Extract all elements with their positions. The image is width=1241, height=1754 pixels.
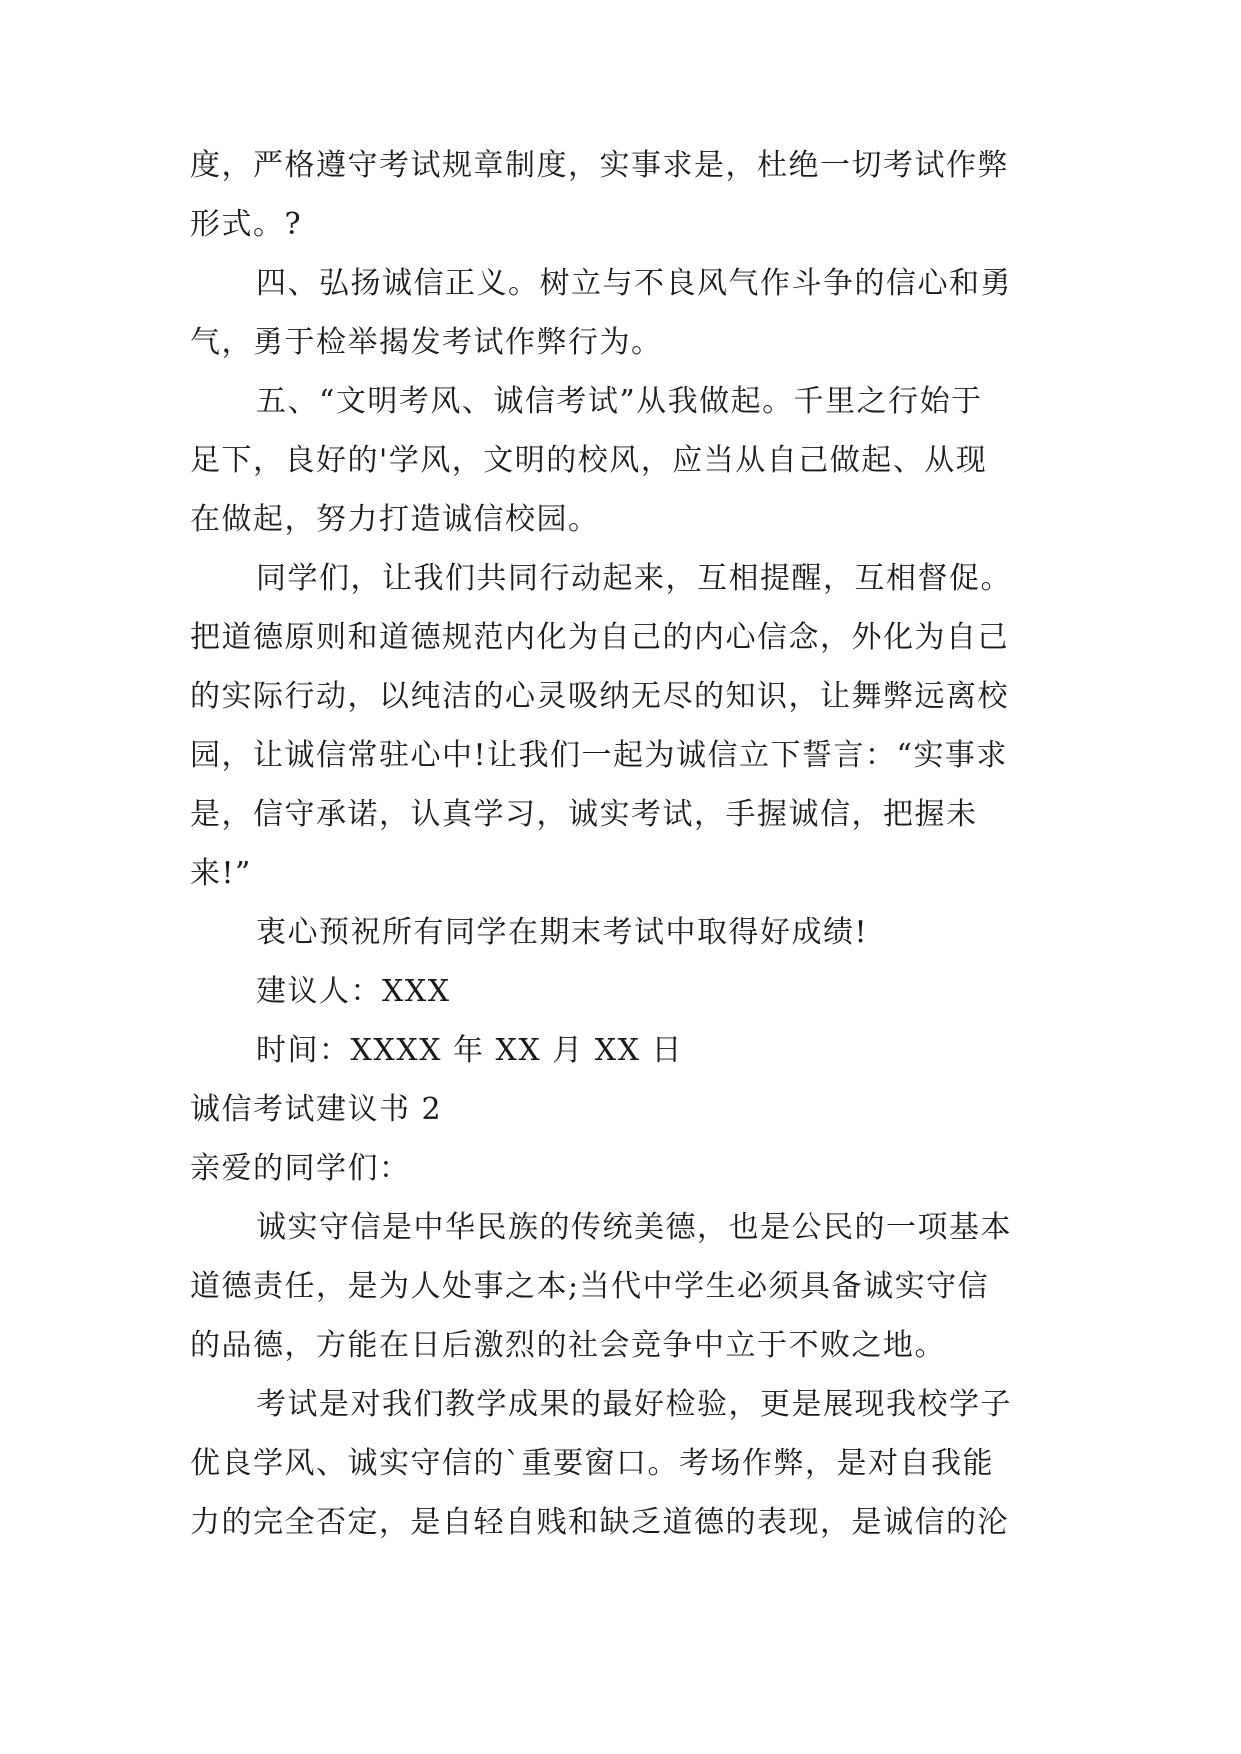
text-line-4: 气，勇于检举揭发考试作弊行为。 bbox=[190, 325, 663, 360]
text-line-12: 是，信守承诺，认真学习，诚实考试，手握诚信，把握未 bbox=[190, 797, 978, 832]
date-line: 时间：XXXX 年 XX 月 XX 日 bbox=[256, 1033, 684, 1068]
wishes-line: 衷心预祝所有同学在期末考试中取得好成绩! bbox=[256, 915, 869, 950]
salutation: 亲爱的同学们： bbox=[190, 1151, 411, 1186]
section-title: 诚信考试建议书 2 bbox=[190, 1092, 443, 1127]
text-line-2: 形式。? bbox=[190, 207, 303, 242]
text-line-7: 在做起，努力打造诚信校园。 bbox=[190, 502, 600, 537]
paragraph-honesty: 诚实守信是中华民族的传统美德，也是公民的一项基本 bbox=[256, 1210, 1012, 1245]
document-body bbox=[190, 136, 1050, 1552]
text-line-10: 的实际行动，以纯洁的心灵吸纳无尽的知识，让舞弊远离校 bbox=[190, 679, 1009, 714]
paragraph-four: 四、弘扬诚信正义。树立与不良风气作斗争的信心和勇 bbox=[256, 266, 1012, 301]
proposer-line: 建议人：XXX bbox=[256, 974, 451, 1009]
text-line-24: 力的完全否定，是自轻自贱和缺乏道德的表现，是诚信的沦 bbox=[190, 1505, 1009, 1540]
text-line-21: 的品德，方能在日后激烈的社会竞争中立于不败之地。 bbox=[190, 1328, 946, 1363]
paragraph-exam: 考试是对我们教学成果的最好检验，更是展现我校学子 bbox=[256, 1387, 1012, 1422]
text-line-11: 园，让诚信常驻心中!让我们一起为诚信立下誓言：“实事求 bbox=[190, 738, 1008, 773]
text-line-13: 来!” bbox=[190, 856, 252, 891]
text-line-1: 度，严格遵守考试规章制度，实事求是，杜绝一切考试作弊 bbox=[190, 148, 1009, 183]
paragraph-five: 五、“文明考风、诚信考试”从我做起。千里之行始于 bbox=[256, 384, 983, 419]
text-line-23: 优良学风、诚实守信的`重要窗口。考场作弊，是对自我能 bbox=[190, 1446, 994, 1481]
text-line-6: 足下，良好的'学风，文明的校风，应当从自己做起、从现 bbox=[190, 443, 988, 478]
text-line-9: 把道德原则和道德规范内化为自己的内心信念，外化为自己 bbox=[190, 620, 1009, 655]
text-line-20: 道德责任，是为人处事之本;当代中学生必须具备诚实守信 bbox=[190, 1269, 990, 1304]
paragraph-call-to-action: 同学们，让我们共同行动起来，互相提醒，互相督促。 bbox=[256, 561, 1012, 596]
